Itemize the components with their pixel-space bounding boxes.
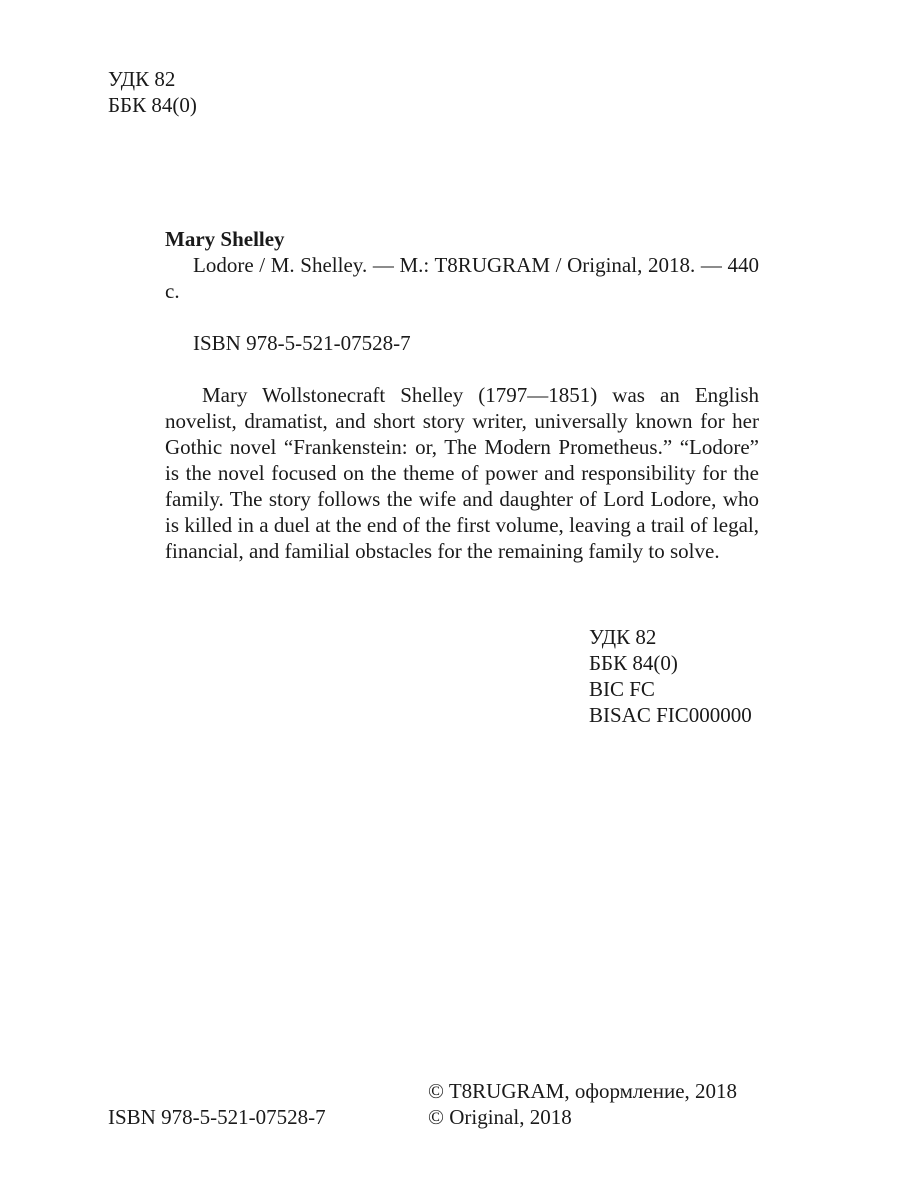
bic-code: BIC FC — [589, 677, 655, 701]
top-classification-codes — [108, 66, 197, 118]
copyright-original: © Original, 2018 — [428, 1105, 572, 1129]
record-isbn: ISBN 978-5-521-07528-7 — [193, 331, 411, 355]
author-name: Mary Shelley — [165, 227, 285, 251]
bibliographic-title: Lodore / M. Shelley. — M.: T8RUGRAM / Original, 2018. — 440 с. — [165, 253, 759, 303]
copyright-block — [428, 1078, 737, 1130]
udk-code: УДК 82 — [108, 67, 176, 91]
bisac-code: BISAC FIC000000 — [589, 703, 752, 727]
annotation-paragraph: Mary Wollstonecraft Shelley (1797—1851) was an English novelist, dramatist, and short story writer, universally known for her Gothic novel “Frankenstein: or, The Modern Prometheus.” “Lodore” is the novel focused on the theme of power and responsibility for the family. The story follows the wife and daughter of Lord Lodore, who is killed in a duel at the end of the first volume, leaving a trail of legal, financial, and familial obstacles for the remaining family to solve. — [165, 383, 759, 563]
bibliographic-record — [165, 226, 759, 564]
udk-code: УДК 82 — [589, 625, 657, 649]
bbk-code: ББК 84(0) — [589, 651, 678, 675]
bbk-code: ББК 84(0) — [108, 93, 197, 117]
footer-isbn: ISBN 978-5-521-07528-7 — [108, 1105, 326, 1129]
classification-block — [589, 624, 752, 728]
copyright-design: © T8RUGRAM, оформление, 2018 — [428, 1079, 738, 1103]
